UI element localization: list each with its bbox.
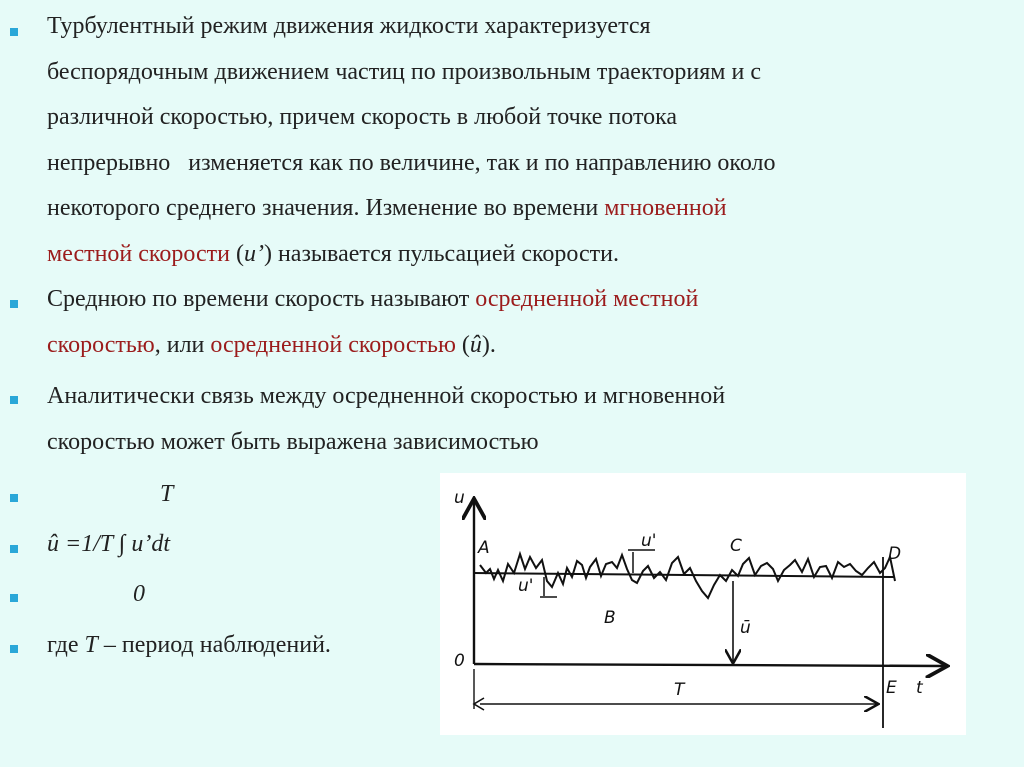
- p2-line2: [47, 323, 947, 369]
- p1-line5-text: некоторого среднего значения. Изменение во времени: [47, 195, 605, 221]
- label-point-E: E: [886, 678, 897, 698]
- p2-line1-text: Среднюю по времени скорость называют: [47, 286, 476, 312]
- term-velocity: скоростью: [47, 331, 155, 358]
- label-point-C: C: [730, 536, 742, 556]
- label-origin: 0: [454, 651, 465, 671]
- bullet-4: [10, 494, 18, 502]
- paragraph-turbulent: [47, 4, 947, 277]
- term-local-velocity: местной скорости: [47, 240, 230, 267]
- p3-line2: скоростью может быть выражена зависимостью: [47, 428, 539, 455]
- bullet-7: [10, 645, 18, 653]
- term-averaged-velocity: осредненной скоростью: [210, 331, 456, 358]
- symbol-u-hat: û: [469, 331, 482, 358]
- bullet-6: [10, 594, 18, 602]
- p1-line5: [47, 186, 947, 232]
- p1-line3: различной скоростью, причем скорость в любой точке потока: [47, 104, 678, 130]
- p3-line1: Аналитически связь между осредненной скоростью и мгновенной: [47, 383, 726, 409]
- p1-line6: [47, 232, 947, 278]
- bullet-3: [10, 396, 18, 404]
- pulsation-diagram: [440, 473, 966, 735]
- label-point-A: A: [478, 538, 490, 558]
- p2-line2-close: ).: [481, 331, 496, 358]
- p1-line6-rest: ) называется пульсацией скорости.: [263, 240, 620, 267]
- symbol-u-prime: u’: [243, 240, 264, 267]
- label-u-axis: u: [454, 488, 465, 508]
- velocity-pulsation-figure: [440, 473, 966, 735]
- p1-line2: беспорядочным движением частиц по произвольным траекториям и с: [47, 58, 761, 85]
- term-averaged-local: осредненной местной: [475, 286, 699, 312]
- p1-line6-open: (: [229, 240, 244, 267]
- period-text-c: – период наблюдений.: [97, 632, 331, 658]
- label-t-axis: t: [916, 678, 923, 698]
- p1-line4: непрерывно изменяется как по величине, так и по направлению около: [47, 149, 776, 176]
- formula-upper-limit: T: [160, 481, 174, 507]
- paragraph-analytic: [47, 374, 947, 465]
- bullet-1: [10, 28, 18, 36]
- label-u-bar: ū: [740, 618, 751, 638]
- paragraph-period: [47, 623, 427, 669]
- label-u-prime-top: u': [641, 531, 657, 551]
- label-period-T: T: [674, 680, 685, 700]
- paragraph-averaged: [47, 277, 947, 368]
- bullet-5: [10, 545, 18, 553]
- t-axis-line: [474, 664, 945, 666]
- p1-line1: Турбулентный режим движения жидкости характеризуется: [47, 13, 651, 39]
- bullet-2: [10, 300, 18, 308]
- p2-line2-or: , или: [154, 331, 211, 358]
- term-instantaneous: мгновенной: [604, 195, 727, 221]
- label-point-B: B: [604, 608, 616, 628]
- p2-line1: [47, 277, 947, 323]
- label-u-prime-bottom: u': [518, 576, 534, 596]
- formula-main: û =1/T ∫ u’dt: [47, 531, 171, 557]
- label-point-D: D: [888, 544, 902, 564]
- formula-lower-limit: 0: [133, 581, 145, 607]
- p2-line2-open: (: [455, 331, 470, 358]
- period-text-a: где: [47, 632, 85, 658]
- symbol-T: T: [84, 632, 98, 658]
